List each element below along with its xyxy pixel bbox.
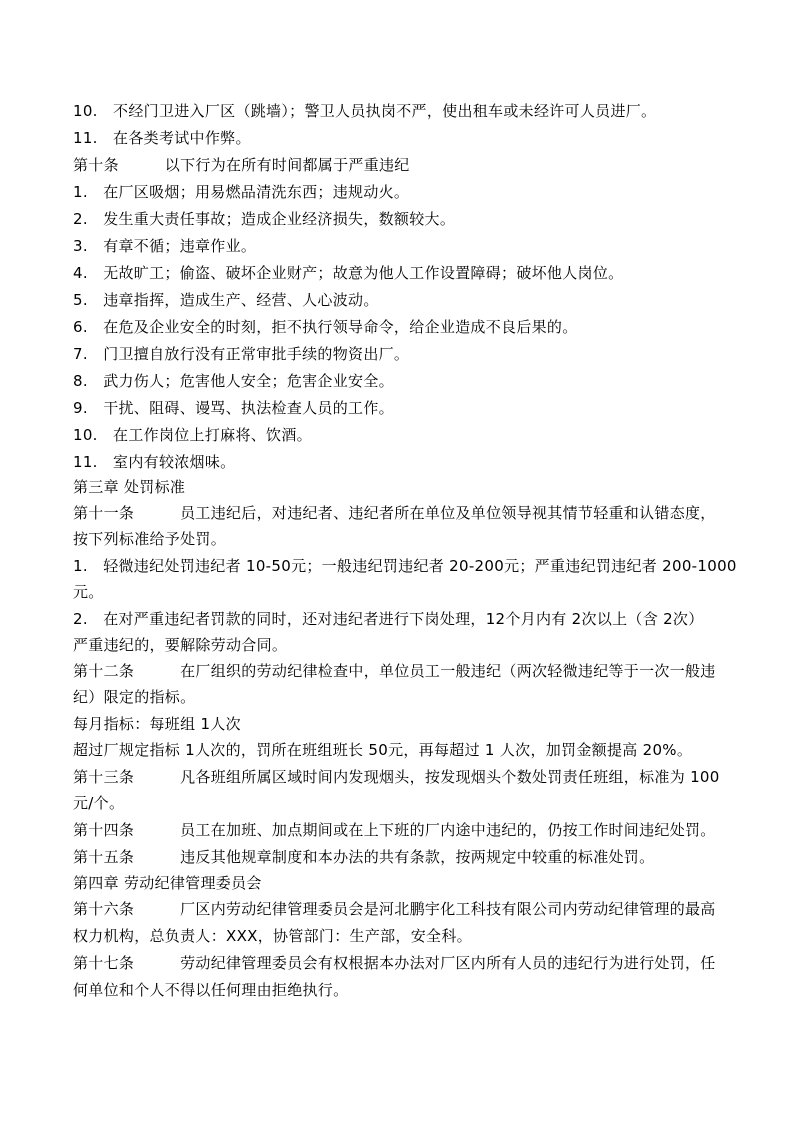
article-heading: 第十三条 凡各班组所属区域时间内发现烟头，按发现烟头个数处罚责任班组，标准为 100 — [73, 768, 720, 786]
text-line: 11. 在各类考试中作弊。 — [73, 129, 251, 147]
text-line: 严重违纪的，要解除劳动合同。 — [73, 636, 288, 654]
article-heading: 第十条 以下行为在所有时间都属于严重违纪 — [73, 156, 410, 174]
chapter-heading: 第三章 处罚标准 — [73, 478, 186, 496]
chapter-heading: 第四章 劳动纪律管理委员会 — [73, 874, 262, 892]
text-line: 7. 门卫擅自放行没有正常审批手续的物资出厂。 — [73, 345, 410, 363]
article-heading: 第十六条 厂区内劳动纪律管理委员会是河北鹏宇化工科技有限公司内劳动纪律管理的最高 — [73, 900, 716, 918]
text-line: 8. 武力伤人；危害他人安全；危害企业安全。 — [73, 372, 394, 390]
article-heading: 第十四条 员工在加班、加点期间或在上下班的厂内途中违纪的，仍按工作时间违纪处罚。 — [73, 821, 716, 839]
text-line: 1. 在厂区吸烟；用易燃品清洗东西；违规动火。 — [73, 183, 410, 201]
text-line: 超过厂规定指标 1人次的，罚所在班组班长 50元，再每超过 1 人次，加罚金额提高 20%。 — [73, 741, 693, 759]
text-line: 元。 — [73, 583, 104, 601]
text-line: 何单位和个人不得以任何理由拒绝执行。 — [73, 981, 349, 999]
article-heading: 第十七条 劳动纪律管理委员会有权根据本办法对厂区内所有人员的违纪行为进行处罚，任 — [73, 954, 716, 972]
text-line: 元/个。 — [73, 794, 125, 812]
text-line: 按下列标准给予处罚。 — [73, 530, 227, 548]
text-line: 5. 违章指挥，造成生产、经营、人心波动。 — [73, 291, 379, 309]
article-heading: 第十五条 违反其他规章制度和本办法的共有条款，按两规定中较重的标准处罚。 — [73, 848, 655, 866]
text-line: 纪）限定的指标。 — [73, 688, 196, 706]
text-line: 3. 有章不循；违章作业。 — [73, 237, 257, 255]
text-line: 1. 轻微违纪处罚违纪者 10-50元；一般违纪罚违纪者 20-200元；严重违纪罚违纪者 200-1000 — [73, 557, 737, 575]
text-line: 9. 干扰、阻碍、谩骂、执法检查人员的工作。 — [73, 399, 394, 417]
text-line: 6. 在危及企业安全的时刻，拒不执行领导命令，给企业造成不良后果的。 — [73, 318, 578, 336]
text-line: 2. 发生重大责任事故；造成企业经济损失，数额较大。 — [73, 210, 456, 228]
text-line: 每月指标：每班组 1人次 — [73, 715, 241, 733]
text-line: 11. 室内有较浓烟味。 — [73, 453, 236, 471]
text-line: 2. 在对严重违纪者罚款的同时，还对违纪者进行下岗处理，12个月内有 2次以上（含 2次） — [73, 610, 704, 628]
text-line: 权力机构，总负责人：XXX，协管部门：生产部，安全科。 — [73, 927, 472, 945]
article-heading: 第十二条 在厂组织的劳动纪律检查中，单位员工一般违纪（两次轻微违纪等于一次一般违 — [73, 662, 716, 680]
article-heading: 第十一条 员工违纪后，对违纪者、违纪者所在单位及单位领导视其情节轻重和认错态度， — [73, 504, 716, 522]
text-line: 10. 在工作岗位上打麻将、饮酒。 — [73, 426, 312, 444]
text-line: 10. 不经门卫进入厂区（跳墙）；警卫人员执岗不严，使出租车或未经许可人员进厂。 — [73, 102, 657, 120]
text-line: 4. 无故旷工；偷盗、破坏企业财产；故意为他人工作设置障碍；破坏他人岗位。 — [73, 264, 624, 282]
